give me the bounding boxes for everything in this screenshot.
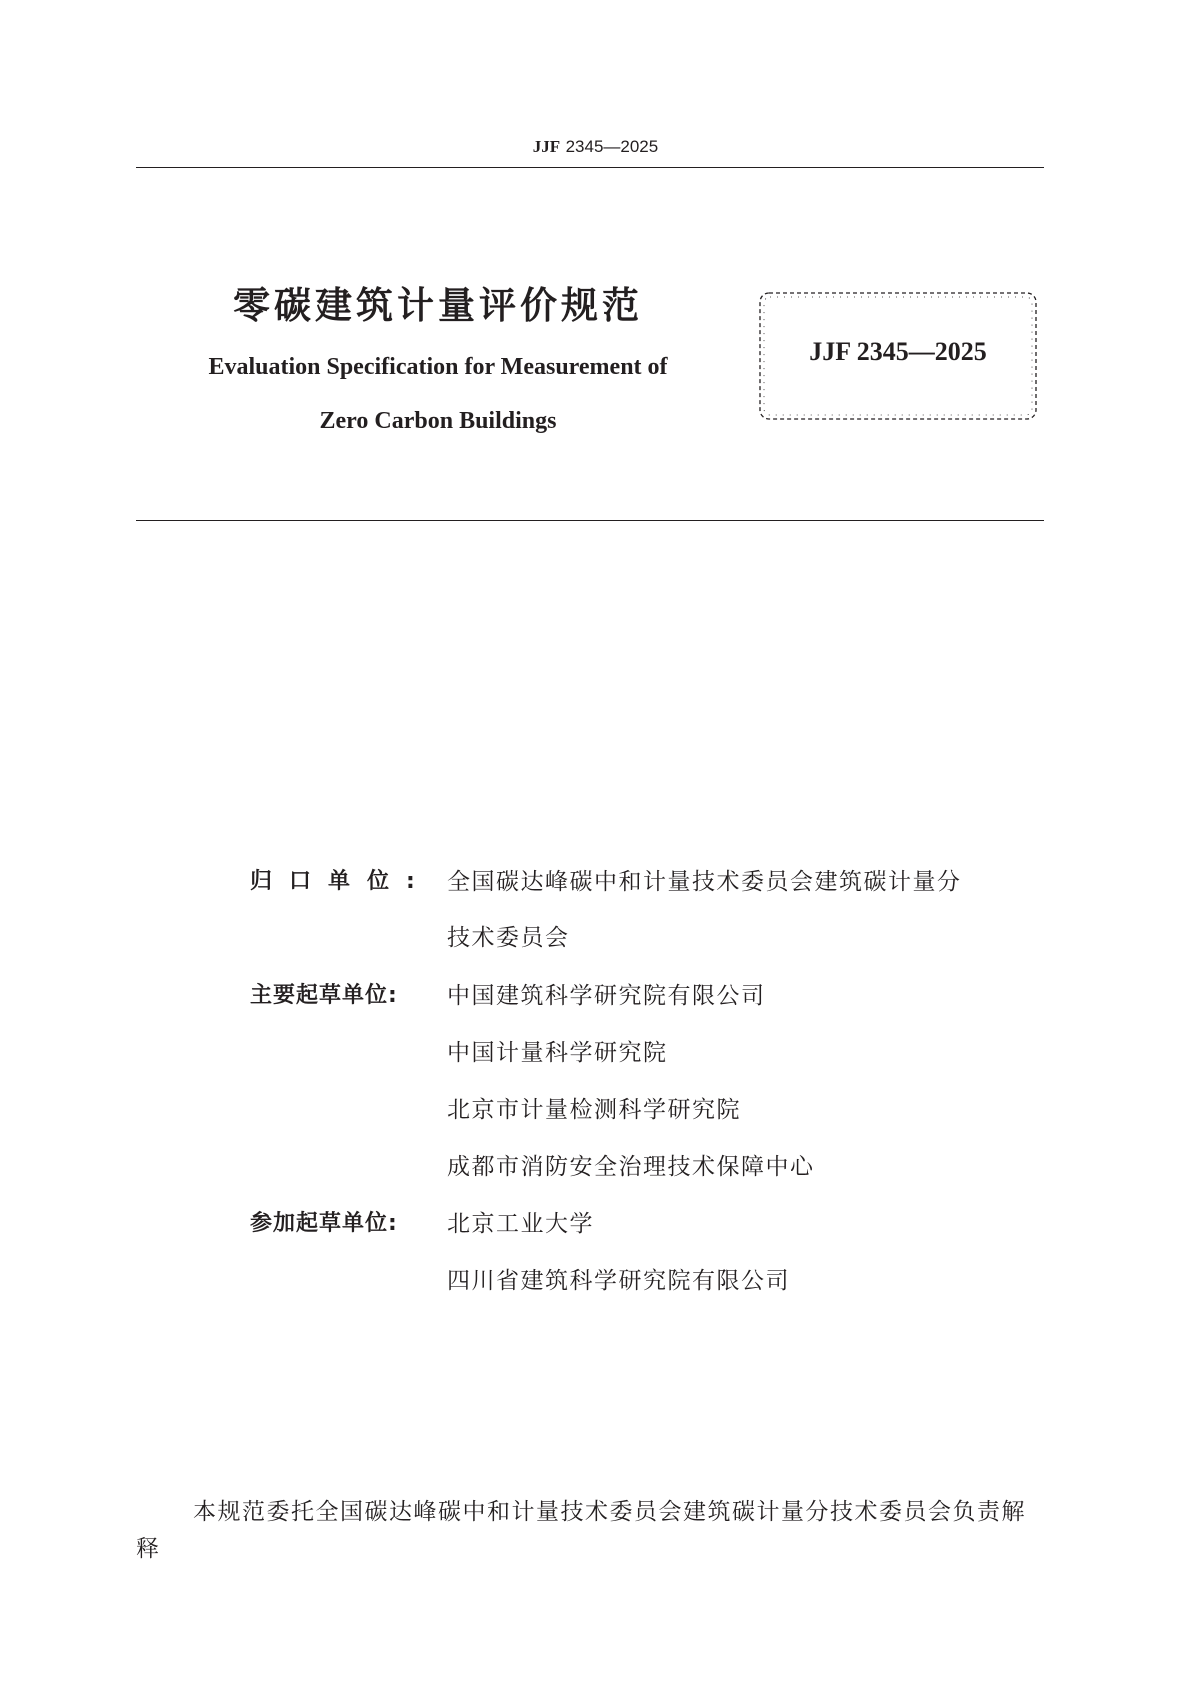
main-drafting-unit-line-1: 中国建筑科学研究院有限公司 (447, 983, 766, 1009)
title-english-line-2: Zero Carbon Buildings (319, 408, 557, 434)
responsible-unit-line-2: 技术委员会 (447, 925, 570, 951)
main-drafting-unit-colon: : (388, 983, 397, 1008)
running-header-number: 2345—2025 (565, 137, 659, 156)
participating-drafting-unit-line-1: 北京工业大学 (447, 1211, 594, 1237)
standard-code: JJF 2345—2025 (809, 337, 987, 366)
main-drafting-unit-line-2: 中国计量科学研究院 (447, 1040, 668, 1066)
main-drafting-unit-line-4: 成都市消防安全治理技术保障中心 (447, 1154, 815, 1180)
standard-code-box (757, 290, 1039, 422)
participating-drafting-unit-line-2: 四川省建筑科学研究院有限公司 (447, 1268, 790, 1294)
participating-drafting-unit-colon: : (388, 1211, 397, 1236)
participating-drafting-unit-label (250, 1208, 440, 1240)
responsible-unit-label-text: 归口单位 (250, 869, 407, 894)
main-drafting-unit-line-3: 北京市计量检测科学研究院 (447, 1097, 741, 1123)
title-chinese: 零碳建筑计量评价规范 (233, 284, 643, 327)
responsible-unit-line-1: 全国碳达峰碳中和计量技术委员会建筑碳计量分 (447, 869, 962, 895)
running-header (0, 136, 1191, 158)
running-header-code: JJF (532, 137, 561, 156)
responsible-unit-label (250, 866, 440, 898)
responsible-unit-colon: : (406, 869, 415, 894)
participating-drafting-unit-label-text: 参加起草单位 (250, 1211, 389, 1236)
title-english-line-1: Evaluation Specification for Measurement of (208, 354, 668, 380)
title-rule (136, 520, 1044, 521)
interpretation-note: 本规范委托全国碳达峰碳中和计量技术委员会建筑碳计量分技术委员会负责解释 (136, 1499, 1026, 1562)
main-drafting-unit-label-text: 主要起草单位 (250, 983, 389, 1008)
main-drafting-unit-label (250, 980, 440, 1012)
header-rule (136, 167, 1044, 168)
